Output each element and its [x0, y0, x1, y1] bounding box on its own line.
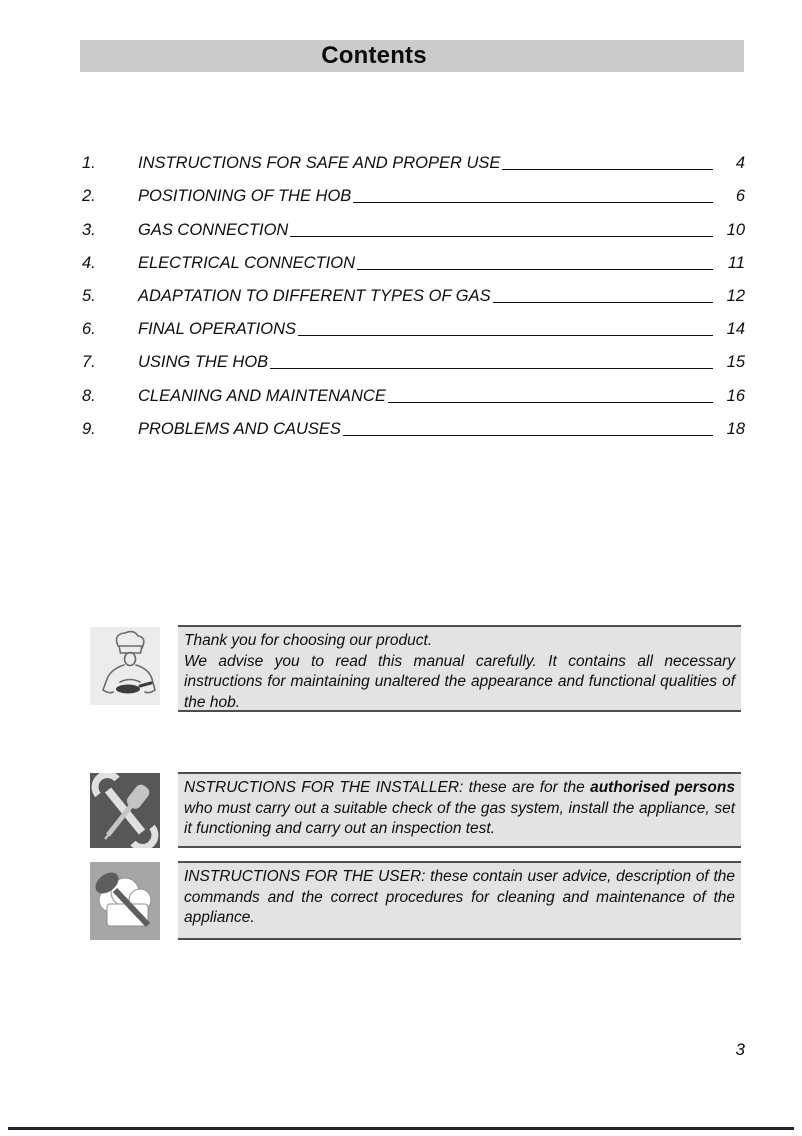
toc-entry-page: 10 [726, 220, 745, 239]
toc-entry [82, 173, 745, 206]
installer-text-2: who must carry out a suitable check of the gas system, install the appliance, set it functioning and carry out an inspection test. [184, 799, 735, 838]
toc-leader-line [343, 434, 713, 436]
toc-entry [82, 273, 745, 306]
toc-entry [82, 240, 745, 273]
toc-entry-page: 11 [727, 253, 745, 272]
toc-entry-title: GAS CONNECTION [138, 220, 289, 239]
toc-entry [82, 406, 745, 439]
welcome-line2: We advise you to read this manual carefully. It contains all necessary instructions for maintaining unaltered the appearance and functional qualities of the hob. [184, 652, 735, 711]
toc-entry-page: 14 [726, 320, 745, 339]
toc-entry-title: USING THE HOB [138, 353, 269, 372]
toc-leader-line [502, 168, 713, 170]
toc-entry-title: PROBLEMS AND CAUSES [138, 419, 341, 438]
toc-entry-number: 3. [82, 220, 96, 239]
toc-leader-line [388, 401, 713, 403]
toc-entry-number: 7. [82, 353, 96, 372]
toc-leader-line [357, 268, 713, 270]
toc-entry-number: 5. [82, 286, 96, 305]
toc-entry-title: ELECTRICAL CONNECTION [138, 253, 355, 272]
toc-entry-title: INSTRUCTIONS FOR SAFE AND PROPER USE [138, 154, 501, 173]
toc-entry-title: POSITIONING OF THE HOB [138, 187, 352, 206]
toc-entry-number: 6. [82, 320, 96, 339]
toc-entry-number: 8. [82, 386, 96, 405]
toc-entry-page: 12 [726, 286, 745, 305]
toc-leader-line [493, 301, 713, 303]
toc-entry-page: 18 [726, 419, 745, 438]
crossed-tools-icon [90, 773, 160, 848]
toc-leader-line [290, 235, 713, 237]
contents-header-bar [80, 40, 744, 72]
toc-entry [82, 306, 745, 339]
toc-entry-title: FINAL OPERATIONS [138, 320, 297, 339]
user-notice-box [178, 861, 741, 940]
table-of-contents [82, 140, 745, 439]
toc-entry-page: 16 [726, 386, 745, 405]
toc-entry-page: 15 [726, 353, 745, 372]
toc-entry [82, 372, 745, 405]
installer-notice-box [178, 772, 741, 848]
installer-text-1: NSTRUCTIONS FOR THE INSTALLER: these are for the [184, 779, 591, 796]
page-title: Contents [321, 42, 427, 69]
toc-leader-line [270, 367, 713, 369]
toc-entry-number: 9. [82, 419, 96, 438]
welcome-line1: Thank you for choosing our product. [184, 632, 433, 649]
toc-entry-number: 2. [82, 187, 96, 206]
chef-cooking-icon [90, 627, 160, 705]
toc-entry-number: 1. [82, 154, 96, 173]
toc-entry [82, 140, 745, 173]
toc-entry-page: 4 [735, 154, 745, 173]
user-text: INSTRUCTIONS FOR THE USER: these contain user advice, description of the commands and the correct procedures for cleaning and maintenance of the appliance. [184, 868, 735, 927]
toc-leader-line [298, 334, 713, 336]
toc-entry [82, 206, 745, 239]
toc-entry [82, 339, 745, 372]
spoon-and-chef-hat-icon [90, 862, 160, 940]
toc-entry-title: ADAPTATION TO DIFFERENT TYPES OF GAS [138, 286, 491, 305]
toc-entry-number: 4. [82, 253, 96, 272]
toc-entry-page: 6 [735, 187, 745, 206]
toc-entry-title: CLEANING AND MAINTENANCE [138, 386, 386, 405]
bottom-rule-line [8, 1127, 794, 1130]
welcome-notice-box [178, 625, 741, 712]
page-number: 3 [735, 1040, 745, 1059]
toc-leader-line [353, 201, 713, 203]
installer-text-bold: authorised persons [590, 779, 735, 796]
